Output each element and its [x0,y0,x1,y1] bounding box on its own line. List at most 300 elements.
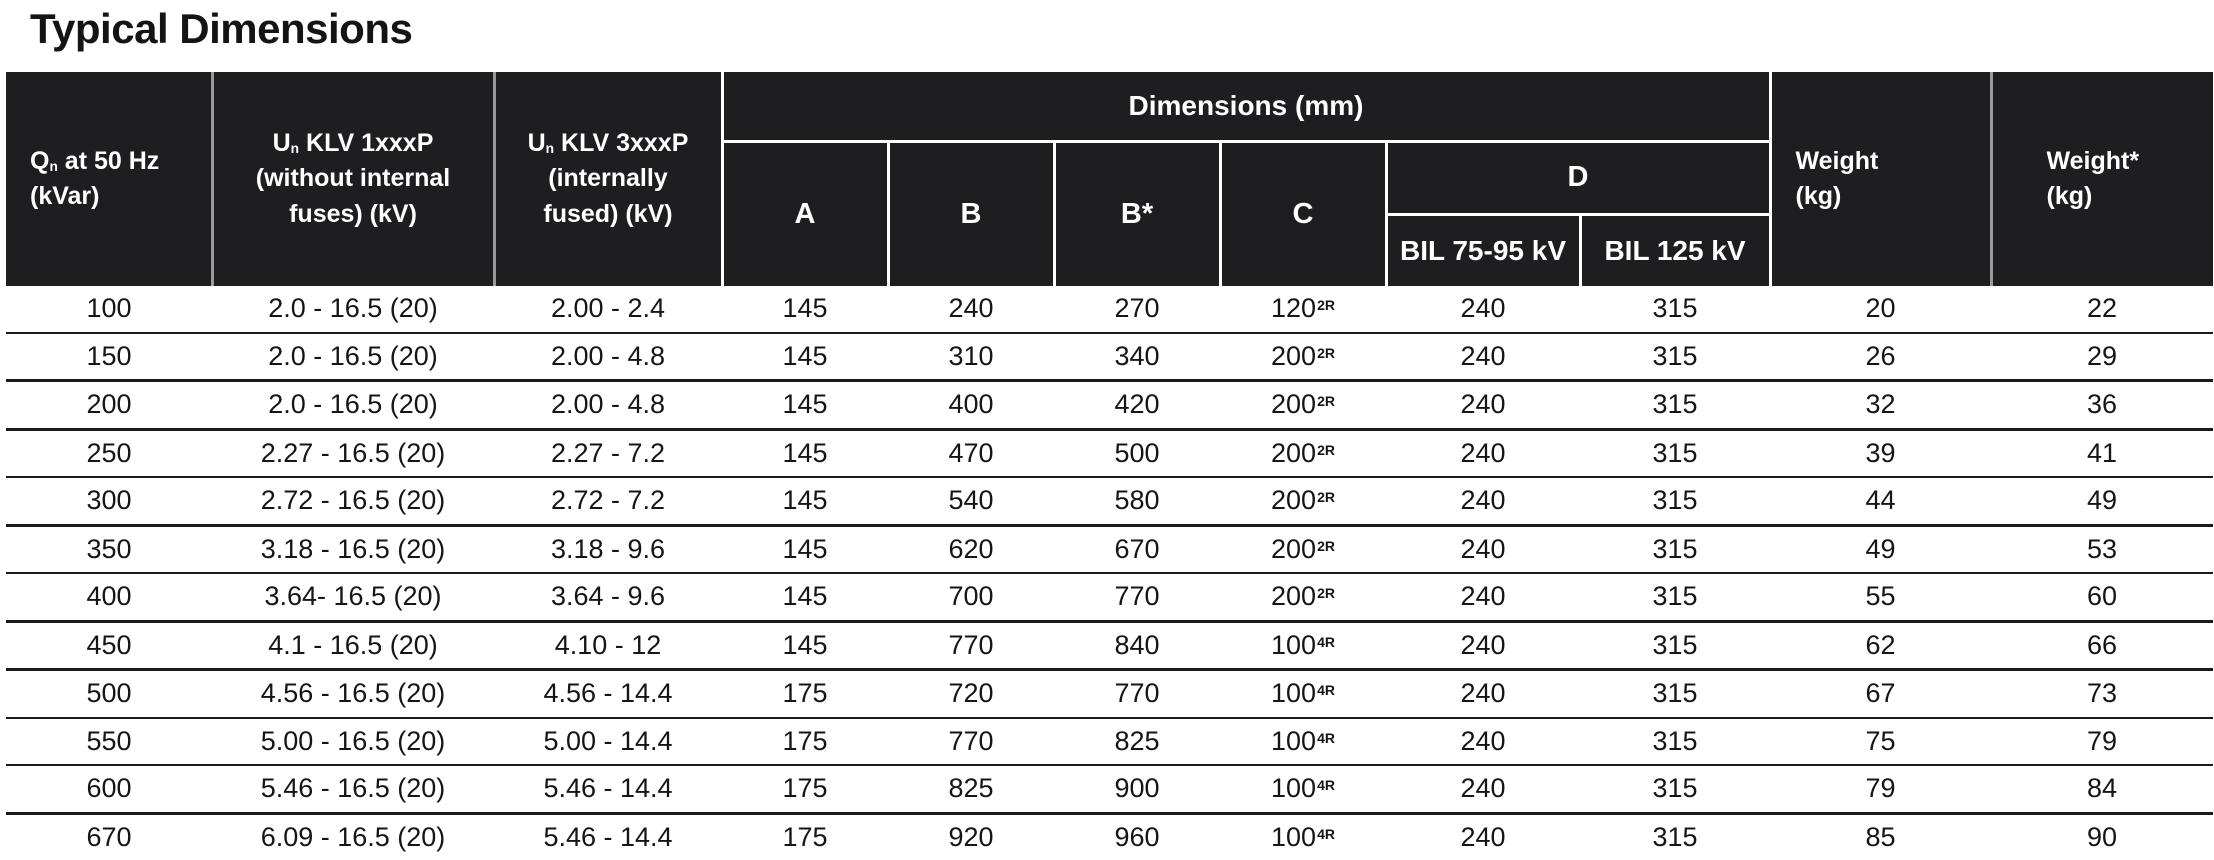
cell-dim-b-star-value: 900 [1114,773,1160,804]
cell-dim-d-bil75-95-value: 240 [1460,340,1506,371]
header-weight [1770,72,1991,286]
cell-dim-c-value: 100 [1271,629,1317,660]
cell-dim-d-bil75-95 [1386,621,1580,670]
cell-un-klv1 [212,718,494,766]
cell-dim-b-value: 400 [948,389,994,420]
cell-dim-c [1220,621,1386,670]
header-weight-label: Weight [1795,146,1879,175]
header-c: C [1220,142,1386,287]
cell-dim-d-bil125-value: 315 [1652,340,1698,371]
cell-un-klv3 [494,670,722,718]
cell-dim-d-bil75-95 [1386,670,1580,718]
cell-q-kvar [6,718,212,766]
cell-weight [1770,333,1991,381]
cell-un-klv3-value: 2.72 - 7.2 [550,485,666,516]
header-b-star: B* [1054,142,1220,287]
cell-dim-b [888,670,1054,718]
cell-dim-d-bil75-95-value: 240 [1460,485,1506,516]
cell-un-klv3-value: 2.00 - 2.4 [550,293,666,324]
cell-dim-d-bil75-95-value: 240 [1460,389,1506,420]
cell-un-klv3-value: 2.27 - 7.2 [550,437,666,468]
cell-dim-b-value: 825 [948,773,994,804]
header-weight-star [1991,72,2213,286]
cell-dim-a [722,525,888,573]
header-q-rated-power [6,72,212,286]
cell-dim-a-value: 175 [782,773,828,804]
header-u1-subscript: n [290,140,300,156]
cell-weight-star [1991,525,2213,573]
cell-dim-c [1220,333,1386,381]
header-u3-line2: (internally [548,164,668,193]
cell-weight [1770,286,1991,333]
cell-un-klv1 [212,429,494,477]
cell-dim-b-star [1054,381,1220,430]
cell-weight-value: 39 [1865,437,1896,468]
cell-q-kvar [6,333,212,381]
cell-q-kvar-value: 350 [86,533,132,564]
cell-dim-b-star-value: 580 [1114,485,1160,516]
cell-dim-d-bil75-95 [1386,286,1580,333]
cell-dim-a-value: 145 [782,437,828,468]
cell-weight-value: 32 [1865,389,1896,420]
cell-un-klv3-value: 4.56 - 14.4 [543,678,673,709]
cell-un-klv1 [212,670,494,718]
cell-weight-star-value: 66 [2086,629,2118,660]
table-row [6,429,2213,477]
cell-weight-value: 26 [1865,340,1896,371]
cell-un-klv1-value: 2.72 - 16.5 (20) [260,485,446,516]
cell-dim-c-value: 100 [1271,773,1317,804]
cell-weight-star-value: 90 [2086,821,2118,852]
cell-dim-d-bil125 [1580,477,1770,525]
cell-dim-b-star [1054,429,1220,477]
cell-dim-c [1220,573,1386,621]
cell-dim-b-value: 240 [948,293,994,324]
cell-weight-star-value: 49 [2086,485,2118,516]
cell-dim-d-bil75-95 [1386,477,1580,525]
cell-dim-c [1220,477,1386,525]
cell-weight-value: 49 [1865,533,1896,564]
cell-weight-star [1991,765,2213,813]
cell-dim-c [1220,286,1386,333]
cell-dim-c [1220,670,1386,718]
cell-dim-c [1220,429,1386,477]
header-u1-line3: fuses) (kV) [289,199,417,228]
cell-dim-c-note: 2R [1317,537,1335,554]
cell-weight-value: 79 [1865,773,1896,804]
cell-dim-d-bil125-value: 315 [1652,293,1698,324]
cell-un-klv1 [212,477,494,525]
cell-dim-c-note: 2R [1317,297,1335,314]
cell-dim-b [888,286,1054,333]
table-row [6,286,2213,333]
cell-dim-d-bil125 [1580,381,1770,430]
cell-weight-star [1991,573,2213,621]
table-row [6,573,2213,621]
cell-dim-d-bil75-95-value: 240 [1460,773,1506,804]
cell-q-kvar-value: 150 [86,340,132,371]
cell-dim-b-star-value: 340 [1114,340,1160,371]
cell-dim-c-note: 2R [1317,344,1335,361]
cell-dim-a [722,718,888,766]
cell-dim-a-value: 175 [782,821,828,852]
cell-dim-d-bil75-95 [1386,573,1580,621]
cell-dim-c [1220,765,1386,813]
cell-un-klv3 [494,573,722,621]
cell-dim-b-value: 540 [948,485,994,516]
cell-dim-d-bil125 [1580,525,1770,573]
cell-dim-d-bil125-value: 315 [1652,629,1698,660]
cell-weight [1770,525,1991,573]
cell-weight-value: 62 [1865,629,1896,660]
cell-un-klv1 [212,621,494,670]
cell-q-kvar [6,381,212,430]
header-dimensions: Dimensions (mm) [722,72,1770,142]
cell-dim-c-value: 100 [1271,821,1317,852]
cell-dim-d-bil75-95-value: 240 [1460,678,1506,709]
cell-dim-d-bil125 [1580,813,1770,860]
header-q-symbol: Q [30,146,50,175]
cell-un-klv3 [494,477,722,525]
cell-un-klv3 [494,718,722,766]
cell-dim-c-note: 4R [1317,633,1335,650]
cell-dim-a [722,286,888,333]
cell-dim-a-value: 145 [782,340,828,371]
cell-dim-c-note: 4R [1317,777,1335,794]
cell-dim-c-value: 200 [1271,485,1317,516]
cell-dim-b-value: 920 [948,821,994,852]
cell-un-klv3 [494,286,722,333]
cell-dim-c-value: 200 [1271,389,1317,420]
cell-weight-value: 75 [1865,725,1896,756]
cell-q-kvar [6,286,212,333]
cell-dim-a [722,573,888,621]
cell-weight-star-value: 41 [2086,437,2118,468]
cell-weight [1770,621,1991,670]
cell-q-kvar [6,621,212,670]
cell-dim-b-star-value: 500 [1114,437,1160,468]
table-body [6,286,2213,860]
cell-un-klv3-value: 5.46 - 14.4 [543,821,673,852]
cell-dim-a-value: 175 [782,678,828,709]
table-row [6,670,2213,718]
cell-dim-c-value: 120 [1271,293,1317,324]
cell-un-klv1-value: 5.46 - 16.5 (20) [260,773,446,804]
cell-un-klv1 [212,813,494,860]
cell-un-klv1 [212,525,494,573]
cell-dim-d-bil125-value: 315 [1652,437,1698,468]
table-row [6,477,2213,525]
page-title: Typical Dimensions [30,5,413,52]
cell-un-klv1-value: 2.27 - 16.5 (20) [260,437,446,468]
table-row [6,765,2213,813]
cell-dim-d-bil125-value: 315 [1652,533,1698,564]
cell-un-klv3-value: 5.00 - 14.4 [543,725,673,756]
cell-weight-star [1991,333,2213,381]
cell-dim-b-star [1054,621,1220,670]
cell-dim-a-value: 175 [782,725,828,756]
cell-un-klv3-value: 5.46 - 14.4 [543,773,673,804]
cell-dim-a-value: 145 [782,629,828,660]
cell-dim-d-bil125 [1580,286,1770,333]
cell-weight-star [1991,621,2213,670]
cell-weight-star [1991,381,2213,430]
cell-un-klv3-value: 2.00 - 4.8 [550,389,666,420]
cell-un-klv1-value: 5.00 - 16.5 (20) [260,725,446,756]
table-row [6,718,2213,766]
cell-dim-b-value: 770 [948,629,994,660]
cell-un-klv1 [212,286,494,333]
cell-weight-value: 44 [1865,485,1896,516]
cell-dim-a [722,429,888,477]
cell-un-klv3 [494,765,722,813]
cell-dim-d-bil125-value: 315 [1652,678,1698,709]
cell-dim-d-bil75-95 [1386,765,1580,813]
cell-dim-a-value: 145 [782,533,828,564]
cell-dim-d-bil75-95-value: 240 [1460,821,1506,852]
header-u3-line3: fused) (kV) [543,199,673,228]
cell-un-klv1-value: 4.56 - 16.5 (20) [260,678,446,709]
cell-weight-star [1991,429,2213,477]
cell-weight [1770,670,1991,718]
header-d: D [1386,142,1770,215]
cell-dim-a [722,333,888,381]
cell-weight-star-value: 53 [2086,533,2118,564]
cell-dim-d-bil75-95-value: 240 [1460,581,1506,612]
header-q-label: at 50 Hz [57,146,160,175]
cell-q-kvar-value: 100 [86,293,132,324]
cell-dim-b-star-value: 270 [1114,293,1160,324]
cell-dim-a-value: 145 [782,581,828,612]
cell-dim-b-value: 720 [948,678,994,709]
cell-weight-star-value: 73 [2086,678,2118,709]
cell-dim-b [888,477,1054,525]
cell-dim-c-note: 4R [1317,825,1335,842]
header-weight-star-unit: (kg) [2046,182,2093,210]
header-u3-subscript: n [545,140,555,156]
cell-un-klv3-value: 4.10 - 12 [554,629,662,660]
cell-dim-b [888,333,1054,381]
cell-dim-b-star [1054,573,1220,621]
cell-dim-d-bil125-value: 315 [1652,485,1698,516]
cell-weight [1770,429,1991,477]
cell-dim-d-bil75-95-value: 240 [1460,533,1506,564]
cell-un-klv1-value: 6.09 - 16.5 (20) [260,821,446,852]
cell-q-kvar [6,765,212,813]
cell-dim-c [1220,813,1386,860]
cell-weight-star [1991,718,2213,766]
cell-dim-c-value: 200 [1271,581,1317,612]
cell-dim-d-bil125-value: 315 [1652,725,1698,756]
cell-dim-b [888,718,1054,766]
cell-un-klv1 [212,573,494,621]
cell-dim-d-bil75-95-value: 240 [1460,293,1506,324]
header-a: A [722,142,888,287]
cell-dim-b-star-value: 840 [1114,629,1160,660]
cell-dim-c-note: 4R [1317,682,1335,699]
header-un-klv1 [212,72,494,286]
cell-dim-d-bil125 [1580,718,1770,766]
cell-un-klv1-value: 2.0 - 16.5 (20) [268,389,438,420]
cell-q-kvar [6,477,212,525]
cell-dim-a-value: 145 [782,389,828,420]
cell-dim-c-value: 100 [1271,678,1317,709]
cell-weight-star [1991,670,2213,718]
cell-weight [1770,813,1991,860]
cell-dim-a [722,381,888,430]
table-row [6,621,2213,670]
cell-q-kvar [6,573,212,621]
cell-un-klv1-value: 2.0 - 16.5 (20) [268,293,438,324]
cell-dim-a [722,670,888,718]
cell-un-klv1 [212,765,494,813]
cell-dim-b-value: 620 [948,533,994,564]
cell-q-kvar-value: 300 [86,485,132,516]
cell-dim-d-bil125-value: 315 [1652,773,1698,804]
cell-dim-b-star [1054,286,1220,333]
cell-dim-c-value: 200 [1271,437,1317,468]
cell-dim-d-bil125 [1580,573,1770,621]
header-u3-label: KLV 3xxxP [554,128,689,157]
cell-un-klv1-value: 3.64- 16.5 (20) [264,581,442,612]
cell-dim-b-star-value: 420 [1114,389,1160,420]
cell-weight-star-value: 36 [2086,389,2118,420]
cell-dim-c-note: 2R [1317,441,1335,458]
header-weight-star-label: Weight* [2046,146,2140,175]
cell-dim-d-bil75-95 [1386,813,1580,860]
cell-dim-d-bil125-value: 315 [1652,389,1698,420]
cell-un-klv3 [494,333,722,381]
cell-weight-star-value: 79 [2086,725,2118,756]
cell-weight [1770,765,1991,813]
header-bil-75-95: BIL 75-95 kV [1386,215,1580,287]
cell-weight-star [1991,286,2213,333]
cell-dim-d-bil125-value: 315 [1652,821,1698,852]
cell-dim-a-value: 145 [782,485,828,516]
table-row [6,525,2213,573]
cell-q-kvar-value: 550 [86,725,132,756]
cell-un-klv1 [212,333,494,381]
cell-dim-a [722,621,888,670]
cell-weight-star-value: 60 [2086,581,2118,612]
cell-dim-d-bil75-95-value: 240 [1460,629,1506,660]
cell-q-kvar-value: 400 [86,581,132,612]
cell-q-kvar-value: 670 [86,821,132,852]
cell-weight-star-value: 22 [2086,293,2118,324]
cell-dim-b [888,765,1054,813]
header-un-klv3 [494,72,722,286]
header-bil-125: BIL 125 kV [1580,215,1770,287]
cell-un-klv3-value: 3.64 - 9.6 [550,581,666,612]
dimensions-table [6,72,2213,860]
cell-dim-c-note: 2R [1317,393,1335,410]
cell-weight-star [1991,813,2213,860]
cell-weight-value: 20 [1865,293,1896,324]
cell-dim-d-bil125-value: 315 [1652,581,1698,612]
cell-dim-b-star [1054,765,1220,813]
cell-dim-d-bil125 [1580,765,1770,813]
cell-dim-b-value: 470 [948,437,994,468]
cell-q-kvar [6,429,212,477]
cell-dim-b-star-value: 825 [1114,725,1160,756]
cell-dim-d-bil125 [1580,621,1770,670]
cell-un-klv3 [494,621,722,670]
cell-q-kvar-value: 600 [86,773,132,804]
cell-q-kvar [6,670,212,718]
cell-un-klv3-value: 2.00 - 4.8 [550,340,666,371]
cell-dim-b-star [1054,477,1220,525]
header-weight-unit: (kg) [1795,182,1842,210]
cell-dim-b-star-value: 960 [1114,821,1160,852]
cell-un-klv3 [494,525,722,573]
header-u3-symbol: U [527,128,546,157]
cell-weight-value: 85 [1865,821,1896,852]
cell-dim-a [722,765,888,813]
cell-dim-c-value: 200 [1271,340,1317,371]
cell-dim-c-note: 2R [1317,489,1335,506]
cell-dim-d-bil125 [1580,429,1770,477]
cell-dim-c-value: 200 [1271,533,1317,564]
cell-dim-d-bil75-95-value: 240 [1460,725,1506,756]
cell-dim-b-star [1054,333,1220,381]
cell-dim-c-note: 4R [1317,729,1335,746]
header-b: B [888,142,1054,287]
cell-un-klv3 [494,429,722,477]
cell-dim-d-bil125 [1580,333,1770,381]
header-u1-line2: (without internal [255,164,451,193]
cell-weight-value: 55 [1865,581,1896,612]
header-q-unit: (kVar) [30,182,100,210]
cell-dim-a-value: 145 [782,293,828,324]
table-row [6,381,2213,430]
table-row [6,813,2213,860]
cell-un-klv1-value: 4.1 - 16.5 (20) [268,629,438,660]
table-header [6,72,2213,286]
cell-dim-a [722,813,888,860]
cell-dim-d-bil75-95-value: 240 [1460,437,1506,468]
cell-weight [1770,573,1991,621]
cell-weight [1770,381,1991,430]
cell-dim-b-star [1054,525,1220,573]
cell-weight-star [1991,477,2213,525]
cell-dim-b-star [1054,670,1220,718]
cell-un-klv3 [494,381,722,430]
cell-un-klv1 [212,381,494,430]
cell-dim-b-value: 700 [948,581,994,612]
cell-q-kvar-value: 250 [86,437,132,468]
cell-q-kvar [6,525,212,573]
cell-dim-d-bil75-95 [1386,525,1580,573]
cell-dim-c [1220,381,1386,430]
cell-dim-b [888,573,1054,621]
cell-q-kvar [6,813,212,860]
cell-q-kvar-value: 450 [86,629,132,660]
cell-dim-c-value: 100 [1271,725,1317,756]
cell-dim-b [888,525,1054,573]
header-u1-symbol: U [272,128,291,157]
cell-weight-value: 67 [1865,678,1896,709]
cell-dim-c [1220,525,1386,573]
cell-dim-b-star-value: 670 [1114,533,1160,564]
cell-q-kvar-value: 200 [86,389,132,420]
cell-dim-d-bil75-95 [1386,381,1580,430]
cell-dim-d-bil75-95 [1386,429,1580,477]
header-q-subscript: n [49,158,58,174]
cell-dim-b [888,429,1054,477]
cell-dim-b [888,813,1054,860]
cell-dim-d-bil75-95 [1386,333,1580,381]
cell-weight-star-value: 29 [2086,340,2118,371]
